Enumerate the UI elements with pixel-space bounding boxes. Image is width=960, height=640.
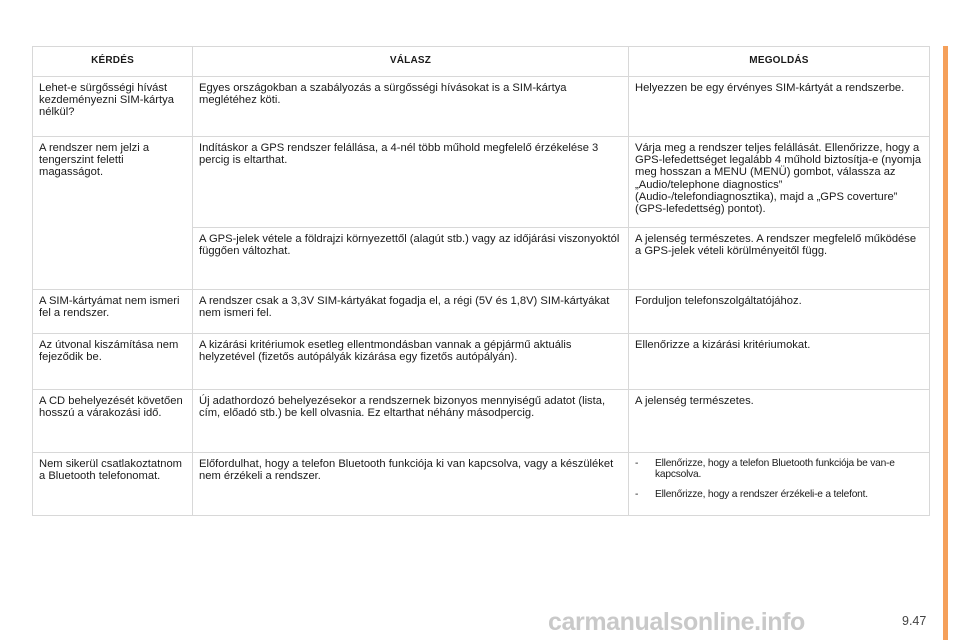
accent-side-bar: [943, 46, 948, 640]
answer-cell: A kizárási kritériumok esetleg ellentmondásban vannak a gépjármű aktuális helyzetével (fizetős autópályák kizárása egy fizetős autópályán).: [193, 334, 629, 390]
solution-cell: A jelenség természetes. A rendszer megfelelő működése a GPS-jelek vételi körülményeitől függ.: [629, 228, 930, 290]
faq-table-container: [32, 46, 929, 516]
header-question: KÉRDÉS: [33, 47, 193, 77]
solution-cell: A jelenség természetes.: [629, 390, 930, 453]
bullet-text: Ellenőrizze, hogy a rendszer érzékeli-e a telefont.: [655, 488, 868, 500]
solution-cell: Forduljon telefonszolgáltatójához.: [629, 290, 930, 334]
answer-cell: Új adathordozó behelyezésekor a rendszernek bizonyos mennyiségű adatot (lista, cím, előadó stb.) be kell olvasnia. Ez eltarthat néhány másodpercig.: [193, 390, 629, 453]
troubleshooting-table: [32, 46, 930, 516]
solution-cell: Várja meg a rendszer teljes felállását. Ellenőrizze, hogy a GPS-lefedettséget legalább 4 műhold biztosítja-e (nyomja meg hosszan a MENU (MENÜ) gombot, válassza az „Audio/telephone diagnostics” (Audio-/telefondiagnosztika), majd a „GPS coverture” (GPS-lefedettség) pontot).: [629, 137, 930, 228]
solution-cell: Helyezzen be egy érvényes SIM-kártyát a rendszerbe.: [629, 77, 930, 137]
watermark: carmanualsonline.info: [548, 608, 805, 636]
solution-bullet-list: [635, 458, 923, 500]
question-cell: Lehet-e sürgősségi hívást kezdeményezni SIM-kártya nélkül?: [33, 77, 193, 137]
bullet-dash: -: [635, 488, 639, 500]
solution-bullet-item: [635, 458, 923, 481]
table-row: [33, 390, 930, 453]
page-number: 9.47: [902, 614, 927, 628]
question-cell: A SIM-kártyámat nem ismeri fel a rendszer.: [33, 290, 193, 334]
answer-cell: Egyes országokban a szabályozás a sürgősségi hívásokat is a SIM-kártya meglétéhez köti.: [193, 77, 629, 137]
bullet-dash: -: [635, 458, 639, 469]
table-row: [33, 77, 930, 137]
answer-cell: A GPS-jelek vétele a földrajzi környezettől (alagút stb.) vagy az időjárási viszonyoktól függően változhat.: [193, 228, 629, 290]
header-solution: MEGOLDÁS: [629, 47, 930, 77]
solution-bullet-item: [635, 489, 923, 500]
answer-cell: Indításkor a GPS rendszer felállása, a 4-nél több műhold megfelelő érzékelése 3 percig is eltarthat.: [193, 137, 629, 228]
question-cell: A CD behelyezését követően hosszú a várakozási idő.: [33, 390, 193, 453]
solution-cell: Ellenőrizze a kizárási kritériumokat.: [629, 334, 930, 390]
table-header-row: [33, 47, 930, 77]
question-cell: A rendszer nem jelzi a tengerszint feletti magasságot.: [33, 137, 193, 290]
answer-cell: Előfordulhat, hogy a telefon Bluetooth funkciója ki van kapcsolva, vagy a készüléket nem érzékeli a rendszer.: [193, 453, 629, 516]
question-cell: Nem sikerül csatlakoztatnom a Bluetooth telefonomat.: [33, 453, 193, 516]
table-row: [33, 334, 930, 390]
table-row: [33, 290, 930, 334]
question-cell: Az útvonal kiszámítása nem fejeződik be.: [33, 334, 193, 390]
bullet-text: Ellenőrizze, hogy a telefon Bluetooth funkciója be van-e kapcsolva.: [655, 458, 895, 481]
answer-cell: A rendszer csak a 3,3V SIM-kártyákat fogadja el, a régi (5V és 1,8V) SIM-kártyákat nem ismeri fel.: [193, 290, 629, 334]
table-row: [33, 453, 930, 516]
solution-cell: [629, 453, 930, 516]
header-answer: VÁLASZ: [193, 47, 629, 77]
table-row: [33, 137, 930, 228]
